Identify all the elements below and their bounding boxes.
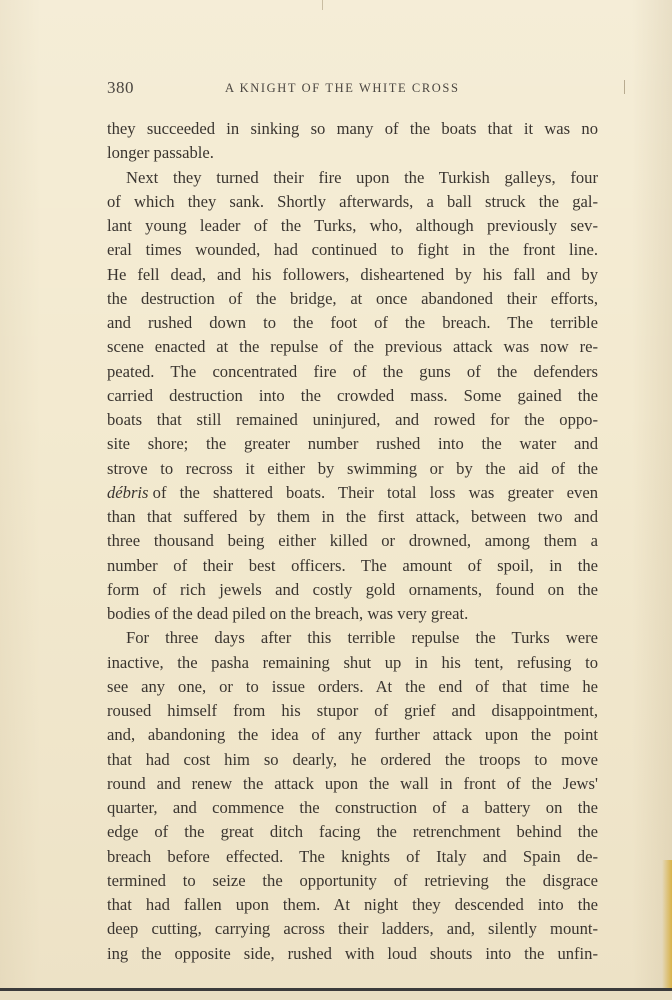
text-line: termined to seize the opportunity of retrieving the disgrace — [107, 870, 598, 890]
bottom-band — [0, 991, 672, 1000]
text-line: than that suffered by them in the first attack, between two and — [107, 507, 598, 526]
page-edge-mark — [322, 0, 323, 10]
page-header — [107, 78, 597, 102]
text-line-with-italic — [107, 481, 598, 505]
text-line: three thousand being either killed or drowned, among them a — [107, 531, 598, 551]
text-line: peated. The concentrated fire of the guns of the defenders — [107, 361, 598, 381]
text-line: quarter, and commence the construction of a battery on the — [107, 798, 598, 817]
text-line: roused himself from his stupor of grief and disappointment, — [107, 701, 598, 720]
text-line: breach before effected. The knights of Italy and Spain de- — [107, 846, 598, 866]
text-line: inactive, the pasha remaining shut up in his tent, refusing to — [107, 652, 598, 672]
text-line: that had fallen upon them. At night they descended into the — [107, 895, 598, 914]
text-line: see any one, or to issue orders. At the end of that time he — [107, 676, 598, 696]
text-line: and rushed down to the foot of the breach. The terrible — [107, 313, 598, 332]
page-number: 380 — [107, 78, 134, 97]
text-line: number of their best officers. The amount of spoil, in the — [107, 555, 598, 575]
text-line: site shore; the greater number rushed into the water and — [107, 434, 598, 454]
text-line: boats that still remained uninjured, and rowed for the oppo- — [107, 410, 598, 429]
text-line: deep cutting, carrying across their ladders, and, silently mount- — [107, 919, 598, 939]
text-line: they succeeded in sinking so many of the boats that it was no — [107, 119, 598, 138]
text-line: the destruction of the bridge, at once abandoned their efforts, — [107, 288, 598, 308]
text-line: He fell dead, and his followers, disheartened by his fall and by — [107, 264, 598, 284]
text-line: bodies of the dead piled on the breach, was very great. — [107, 604, 469, 623]
text-line-rest: of the shattered boats. Their total loss was greater even — [152, 482, 598, 502]
text-line: ing the opposite side, rushed with loud shouts into the unfin- — [107, 943, 598, 963]
text-line: edge of the great ditch facing the retrenchment behind the — [107, 822, 598, 842]
text-line: strove to recross it either by swimming or by the aid of the — [107, 458, 598, 478]
text-line: Next they turned their fire upon the Turkish galleys, four — [126, 167, 598, 187]
text-line: round and renew the attack upon the wall in front of the Jews' — [107, 773, 598, 793]
text-line: For three days after this terrible repulse the Turks were — [126, 628, 598, 648]
text-line: carried destruction into the crowded mass. Some gained the — [107, 385, 598, 405]
text-line: form of rich jewels and costly gold ornaments, found on the — [107, 579, 598, 599]
text-line: that had cost him so dearly, he ordered the troops to move — [107, 749, 598, 769]
body-text — [107, 117, 598, 966]
text-line: and, abandoning the idea of any further attack upon the point — [107, 725, 598, 745]
text-line: longer passable. — [107, 143, 214, 163]
running-title: A KNIGHT OF THE WHITE CROSS — [225, 81, 460, 95]
text-line: eral times wounded, had continued to fight in the front line. — [107, 240, 598, 260]
text-line: scene enacted at the repulse of the previous attack was now re- — [107, 337, 598, 357]
margin-mark — [624, 80, 625, 94]
text-line: lant young leader of the Turks, who, although previously sev- — [107, 216, 598, 235]
italic-word: débris — [107, 482, 149, 502]
text-line: of which they sank. Shortly afterwards, a ball struck the gal- — [107, 191, 598, 211]
page-edge-gilt — [662, 860, 672, 988]
